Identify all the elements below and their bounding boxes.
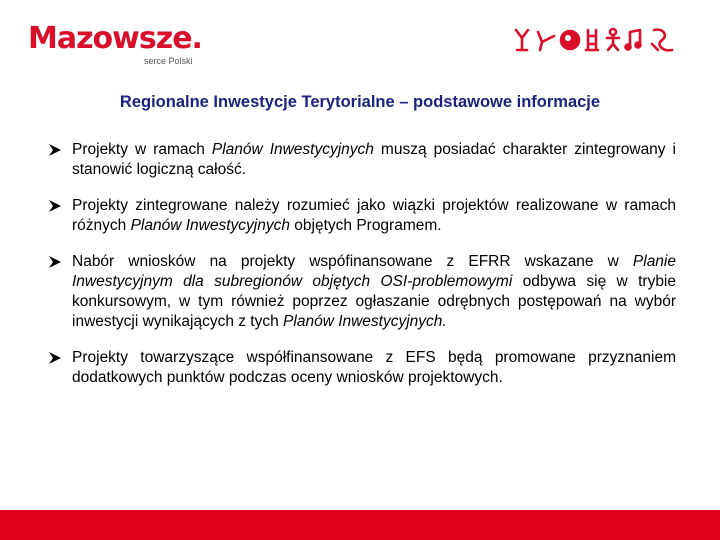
bottom-bar — [0, 510, 720, 540]
bullet-segment: Projekty zintegrowane należy rozumieć jako wiązki projektów realizowane w ramach różnych — [72, 197, 676, 234]
bullet-text — [72, 348, 676, 388]
bullet-text — [72, 252, 676, 332]
wave-icon — [652, 30, 672, 51]
bullet-list — [48, 140, 676, 404]
bullet-segment: odbywa się w trybie konkursowym, w tym również poprzez ogłaszanie odrębnych postępowań na wybór inwestycji wynikających z tych — [72, 273, 676, 330]
arrow-bullet-icon — [48, 143, 62, 157]
arrow-bullet-icon — [48, 255, 62, 269]
arrow-bullet-icon — [48, 199, 62, 213]
wheel-icon — [561, 31, 579, 49]
logo-tagline: serce Polski — [144, 56, 193, 66]
bullet-item — [48, 252, 676, 332]
music-note-icon — [626, 30, 641, 50]
tower-icon — [586, 30, 598, 50]
bullet-segment: objętych Programem. — [289, 217, 442, 234]
bullet-italic-segment: Planów Inwestycyjnych. — [283, 313, 447, 330]
bullet-italic-segment: Planów Inwestycyjnych — [211, 141, 374, 158]
figure-icon — [607, 29, 619, 50]
mazowsze-logo — [28, 22, 218, 68]
tree-sign-icon — [516, 30, 528, 50]
bullet-text — [72, 140, 676, 180]
page-title: Regionalne Inwestycje Terytorialne – podstawowe informacje — [119, 93, 601, 111]
region-icons — [512, 24, 692, 56]
bullet-item — [48, 348, 676, 388]
bullet-item — [48, 196, 676, 236]
bullet-italic-segment: Planów Inwestycyjnych — [130, 217, 290, 234]
bullet-segment: Projekty w ramach — [72, 141, 212, 158]
bullet-segment: Projekty towarzyszące współfinansowane z EFS będą promowane przyznaniem dodatkowych punktów podczas oceny wniosków projektowych. — [72, 349, 676, 386]
arrow-bullet-icon — [48, 351, 62, 365]
logo-wordmark: Mazowsze. — [28, 21, 202, 56]
bullet-segment: muszą posiadać charakter zintegrowany i stanowić logiczną całość. — [72, 141, 676, 178]
bullet-item — [48, 140, 676, 180]
bullet-italic-segment: Planie Inwestycyjnym dla subregionów objętych OSI-problemowymi — [72, 253, 676, 290]
bullet-segment: Nabór wniosków na projekty wspófinansowane z EFRR wskazane w — [72, 253, 633, 270]
bullet-text — [72, 196, 676, 236]
bird-icon — [538, 32, 554, 50]
